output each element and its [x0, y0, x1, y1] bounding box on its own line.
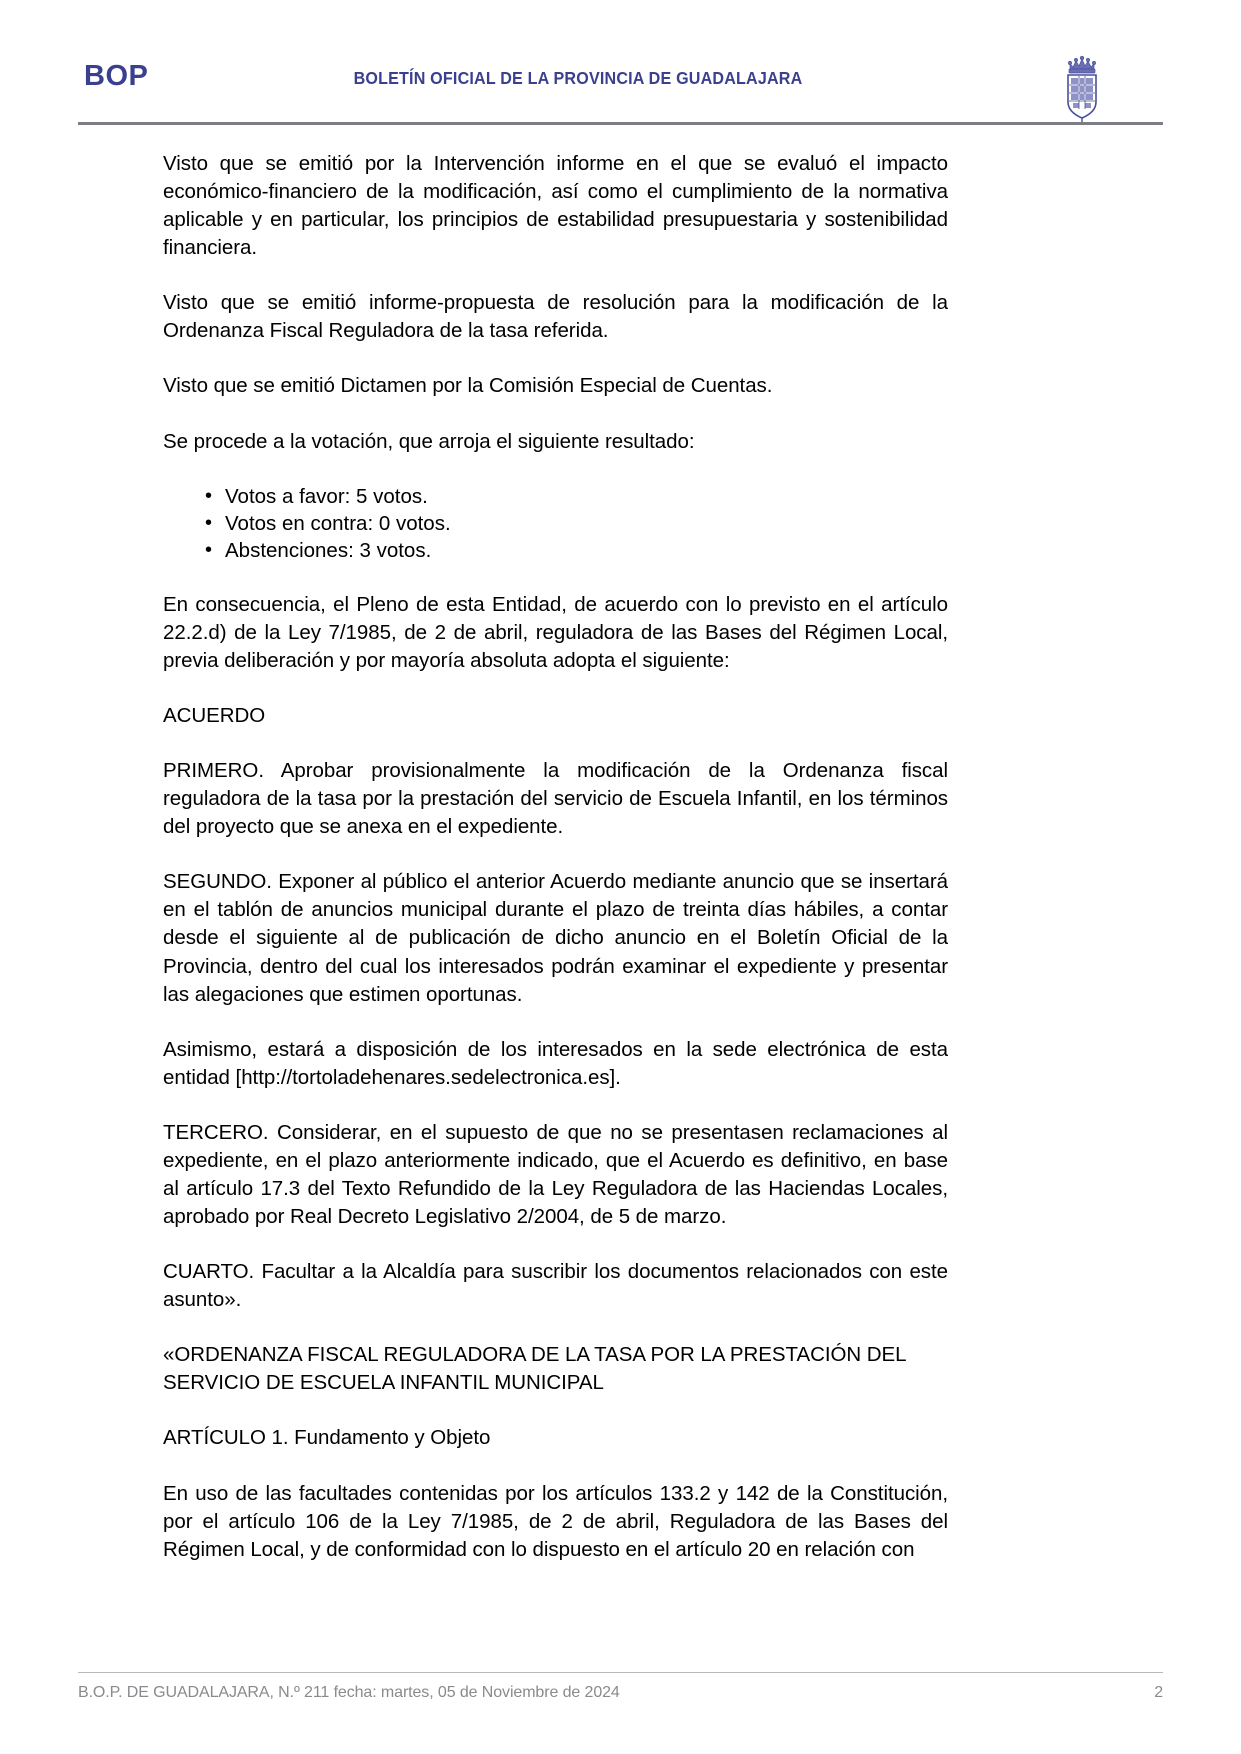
footer-text: B.O.P. DE GUADALAJARA, N.º 211 fecha: martes, 05 de Noviembre de 2024: [78, 1684, 620, 1701]
paragraph-tercero: TERCERO. Considerar, en el supuesto de que no se presentasen reclamaciones al expediente, en el plazo anteriormente indicado, que el Acuerdo es definitivo, en base al artículo 17.3 del Texto Refundido de la Ley Reguladora de las Haciendas Locales, aprobado por Real Decreto Legislativo 2/2004, de 5 de marzo.: [163, 1120, 948, 1229]
list-item: • Votos a favor: 5 votos.: [225, 483, 948, 510]
paragraph-primero: PRIMERO. Aprobar provisionalmente la modificación de la Ordenanza fiscal reguladora de la tasa por la prestación del servicio de Escuela Infantil, en los términos del proyecto que se anexa en el expediente.: [163, 759, 948, 839]
paragraph-articulo-body: En uso de las facultades contenidas por los artículos 133.2 y 142 de la Constitución, por el artículo 106 de la Ley 7/1985, de 2 de abril, Reguladora de las Bases del Régimen Local, y de conformidad con lo dispuesto en el artículo 20 en relación con: [163, 1481, 948, 1561]
paragraph: Se procede a la votación, que arroja el siguiente resultado:: [163, 429, 695, 453]
articulo-heading: ARTÍCULO 1. Fundamento y Objeto: [163, 1426, 491, 1450]
paragraph: Visto que se emitió informe-propuesta de resolución para la modificación de la Ordenanza Fiscal Reguladora de la tasa referida.: [163, 291, 948, 343]
page-header: [78, 50, 1163, 122]
footer-divider: [78, 1672, 1163, 1673]
ordenanza-title: «ORDENANZA FISCAL REGULADORA DE LA TASA POR LA PRESTACIÓN DEL SERVICIO DE ESCUELA INFANTIL MUNICIPAL: [163, 1343, 906, 1395]
vote-results-list: [163, 483, 948, 564]
page-footer: [78, 1684, 1163, 1702]
document-body: [163, 150, 948, 1564]
paragraph-asimismo: Asimismo, estará a disposición de los interesados en la sede electrónica de esta entidad [http://tortoladehenares.sedelectronica.es].: [163, 1037, 948, 1089]
paragraph-segundo: SEGUNDO. Exponer al público el anterior Acuerdo mediante anuncio que se insertará en el tablón de anuncios municipal durante el plazo de treinta días hábiles, a contar desde el siguiente al de publicación de dicho anuncio en el Boletín Oficial de la Provincia, dentro del cual los interesados podrán examinar el expediente y presentar las alegaciones que estimen oportunas.: [163, 870, 948, 1006]
page-number: 2: [1154, 1684, 1163, 1701]
paragraph: Visto que se emitió Dictamen por la Comisión Especial de Cuentas.: [163, 374, 773, 398]
coat-of-arms-icon: [1059, 52, 1105, 124]
bop-logo: BOP: [84, 60, 149, 92]
list-item: • Abstenciones: 3 votos.: [225, 537, 948, 564]
list-item: • Votos en contra: 0 votos.: [225, 510, 948, 537]
bulletin-title: BOLETÍN OFICIAL DE LA PROVINCIA DE GUADALAJARA: [353, 68, 803, 88]
paragraph: En consecuencia, el Pleno de esta Entidad, de acuerdo con lo previsto en el artículo 22.2.d) de la Ley 7/1985, de 2 de abril, reguladora de las Bases del Régimen Local, previa deliberación y por mayoría absoluta adopta el siguiente:: [163, 592, 948, 672]
paragraph: Visto que se emitió por la Intervención informe en el que se evaluó el impacto económico-financiero de la modificación, así como el cumplimiento de la normativa aplicable y en particular, los principios de estabilidad presupuestaria y sostenibilidad financiera.: [163, 152, 948, 260]
header-divider: [78, 122, 1163, 125]
heading-acuerdo: ACUERDO: [163, 704, 266, 727]
paragraph-cuarto: CUARTO. Facultar a la Alcaldía para suscribir los documentos relacionados con este asunto».: [163, 1260, 948, 1312]
